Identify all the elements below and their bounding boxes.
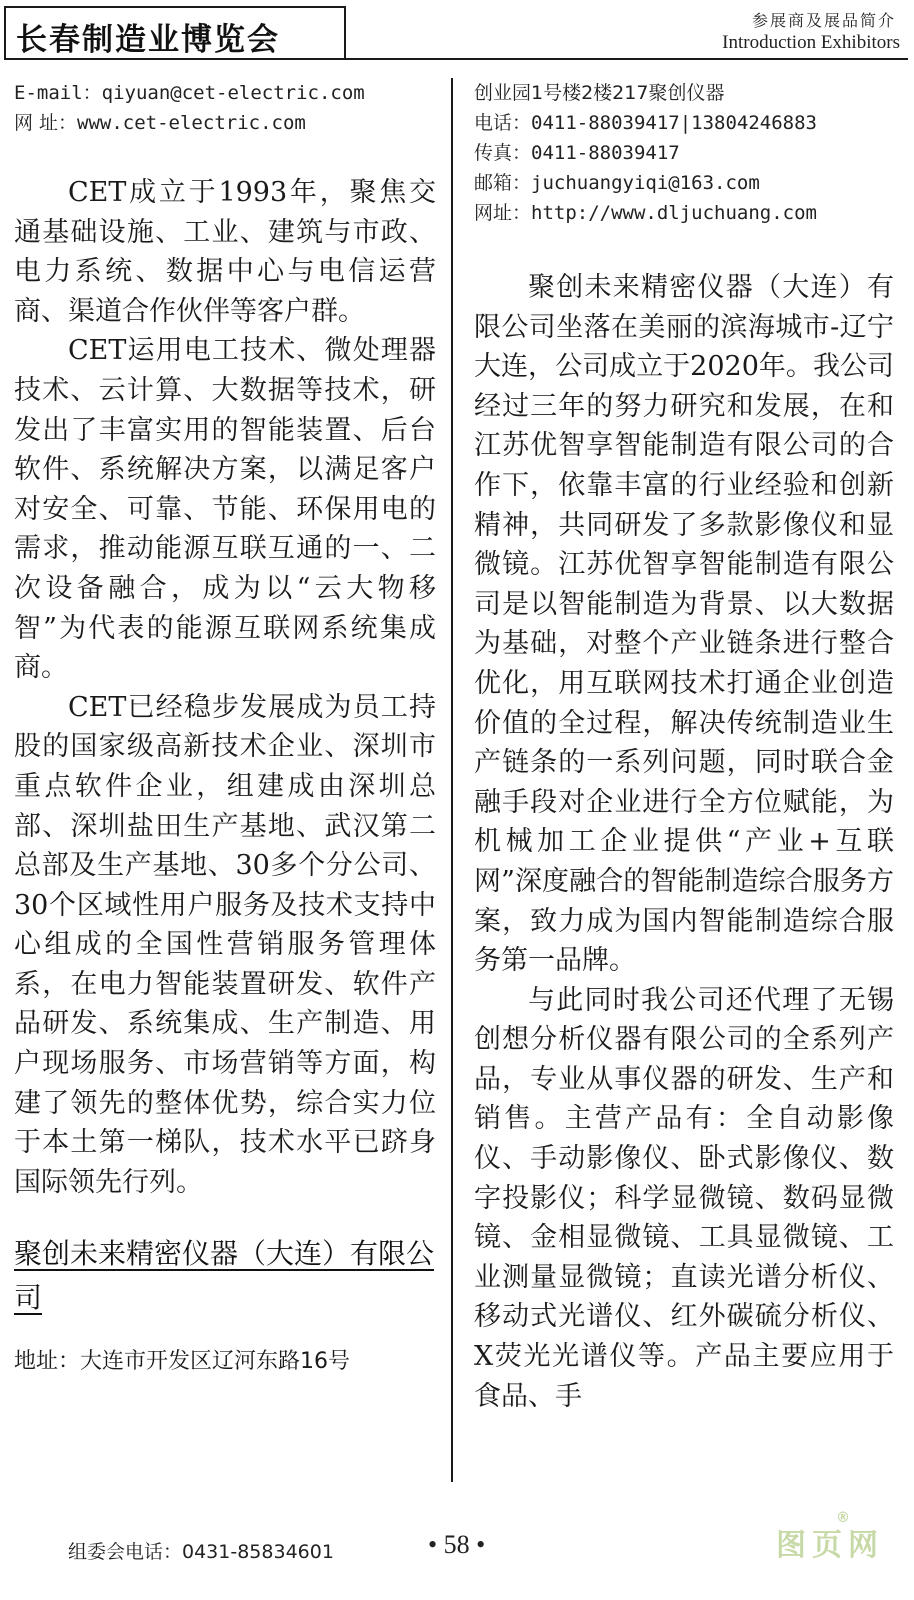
juchuang-paragraph-2: 与此同时我公司还代理了无锡创想分析仪器有限公司的全系列产品，专业从事仪器的研发、生产和销售。主营产品有：全自动影像仪、手动影像仪、卧式影像仪、数字投影仪；科学显微镜、数码显微镜、金相显微镜、工具显微镜、工业测量显微镜；直读光谱分析仪、移动式光谱仪、红外碳硫分析仪、X荧光光谱仪等。产品主要应用于食品、手	[474, 984, 894, 1412]
fax-value: 0411-88039417	[531, 142, 680, 164]
header-rule	[346, 58, 908, 60]
mail-label: 邮箱：	[474, 172, 532, 194]
section-title-en: Introduction Exhibitors	[722, 32, 900, 53]
header-title-box	[4, 6, 346, 60]
fax-line	[474, 138, 894, 168]
page-number: • 58 •	[428, 1530, 486, 1559]
website-line	[14, 108, 436, 138]
juchuang-paragraph-1: 聚创未来精密仪器（大连）有限公司坐落在美丽的滨海城市-辽宁大连，公司成立于2020年。我公司经过三年的努力研究和发展，在和江苏优智享智能制造有限公司的合作下，依靠丰富的行业经验和创新精神，共同研发了多款影像仪和显微镜。江苏优智享智能制造有限公司是以智能制造为背景、以大数据为基础，对整个产业链条进行整合优化，用互联网技术打通企业创造价值的全过程，解决传统制造业生产链条的一系列问题，同时联合金融手段对企业进行全方位赋能，为机械加工企业提供“产业+互联网”深度融合的智能制造综合服务方案，致力成为国内智能制造综合服务第一品牌。	[474, 272, 894, 977]
website-label: 网 址：	[14, 112, 78, 134]
mail-line	[474, 168, 894, 198]
watermark-logo	[776, 1510, 884, 1564]
site-value[interactable]: http://www.dljuchuang.com	[531, 202, 817, 224]
phone-label: 电话：	[474, 112, 532, 134]
column-divider	[451, 78, 453, 1482]
footer-phone: 组委会电话：0431-85834601	[68, 1541, 334, 1563]
site-label: 网址：	[474, 202, 532, 224]
cet-paragraph-1: CET成立于1993年，聚焦交通基础设施、工业、建筑与市政、电力系统、数据中心与电信运营商、渠道合作伙伴等客户群。	[14, 177, 436, 327]
right-column	[474, 78, 894, 1416]
mail-value[interactable]: juchuangyiqi@163.com	[531, 172, 760, 194]
section-title-cn: 参展商及展品简介	[751, 11, 896, 30]
company-heading: 聚创未来精密仪器（大连）有限公司	[14, 1237, 435, 1315]
email-line	[14, 78, 436, 108]
fax-label: 传真：	[474, 142, 532, 164]
cet-paragraph-3: CET已经稳步发展成为员工持股的国家级高新技术企业、深圳市重点软件企业，组建成由深圳总部、深圳盐田生产基地、武汉第二总部及生产基地、30多个分公司、30个区域性用户服务及技术支持中心组成的全国性营销服务管理体系，在电力智能装置研发、软件产品研发、系统集成、生产制造、用户现场服务、市场营销等方面，构建了领先的整体优势，综合实力位于本土第一梯队，技术水平已跻身国际领先行列。	[14, 691, 436, 1198]
site-line	[474, 198, 894, 228]
page-title: 长春制造业博览会	[16, 22, 280, 58]
email-label: E-mail：	[14, 82, 102, 104]
website-value[interactable]: www.cet-electric.com	[77, 112, 306, 134]
email-value[interactable]: qiyuan@cet-electric.com	[101, 82, 365, 104]
phone-line	[474, 108, 894, 138]
registered-icon: ®	[836, 1510, 850, 1526]
company-address: 地址：大连市开发区辽河东路16号	[14, 1349, 350, 1375]
address-continuation: 创业园1号楼2楼217聚创仪器	[474, 82, 725, 104]
phone-value: 0411-88039417|13804246883	[531, 112, 817, 134]
cet-paragraph-2: CET运用电工技术、微处理器技术、云计算、大数据等技术，研发出了丰富实用的智能装置、后台软件、系统解决方案，以满足客户对安全、可靠、节能、环保用电的需求，推动能源互联互通的一、二次设备融合，成为以“云大物移智”为代表的能源互联网系统集成商。	[14, 335, 436, 684]
left-column	[14, 78, 436, 1377]
watermark-text: 图页网	[776, 1528, 884, 1563]
